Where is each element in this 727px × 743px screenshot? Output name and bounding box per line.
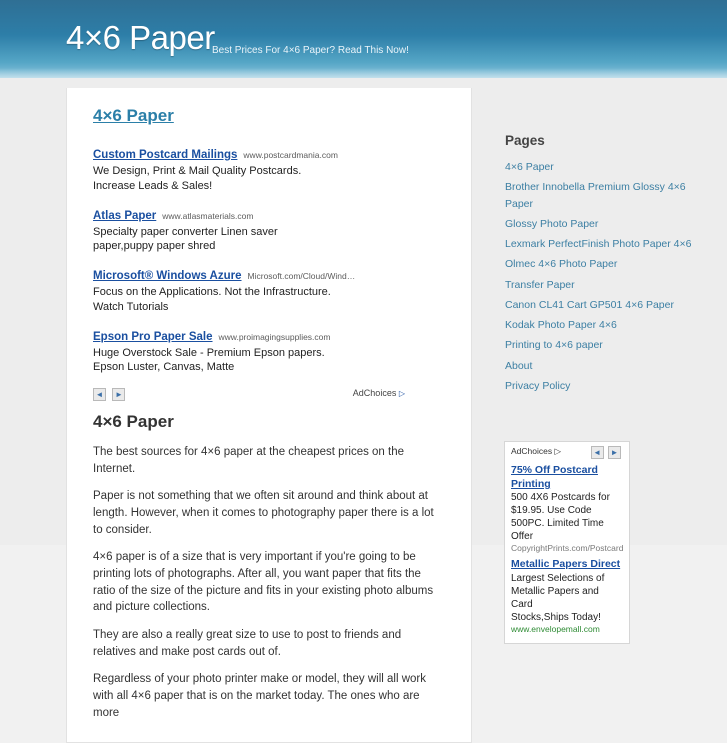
adchoices-text: AdChoices [352,388,397,398]
page-body [0,78,727,719]
ad-headline-link[interactable]: Epson Pro Paper Sale [93,330,213,343]
list-item[interactable] [505,177,697,214]
sidebar-item-link[interactable]: Brother Innobella Premium Glossy 4×6 Paper [505,181,686,210]
sidebar-item-link[interactable]: Transfer Paper [505,278,575,291]
sidebar-item-link[interactable]: Printing to 4×6 paper [505,339,603,352]
sidebar-ad-box [504,441,630,644]
article-paragraph: Regardless of your photo printer make or model, they will all work with all 4×6 paper that is on the market today. The ones who are more [93,673,427,719]
ad-item[interactable] [93,265,451,315]
ad-headline-link[interactable]: Microsoft® Windows Azure [93,270,242,282]
ad-line: paper,puppy paper shred [93,240,216,253]
article-paragraph: 4×6 paper is of a size that is very important if you're going to be printing lots of photographs. After all, you want paper that fits the ratio of the size of the picture and fits in your existing photo albums and picture collections. [93,551,434,614]
adchoices-label[interactable] [353,388,405,398]
list-item[interactable] [505,157,697,177]
sidebar-item-link[interactable]: Lexmark PerfectFinish Photo Paper 4×6 [505,238,692,251]
ad-line: We Design, Print & Mail Quality Postcards. [93,165,302,177]
ad-line: Specialty paper converter Linen saver [93,225,278,238]
site-header [0,0,727,78]
sidebar-ad-headline-link[interactable]: 75% Off Postcard Printing [511,464,598,490]
ad-item[interactable] [93,205,451,255]
sidebar-ad-next-button[interactable]: ► [608,446,621,459]
list-item[interactable] [505,275,697,295]
ad-url: www.proimagingsupplies.com [218,331,331,342]
ad-url: Microsoft.com/Cloud/Wind… [247,271,356,281]
sidebar-ad-item[interactable] [511,558,623,635]
ad-prev-button[interactable]: ◄ [93,388,106,401]
list-item[interactable] [505,295,697,315]
ad-headline-link[interactable]: Atlas Paper [93,209,157,222]
sidebar-ad-item[interactable] [511,464,623,554]
list-item[interactable] [505,335,697,355]
sidebar-ad-line: 500PC. Limited Time [511,518,604,530]
ad-line: Watch Tutorials [93,300,169,313]
sidebar [497,133,697,396]
sidebar-pages-list [497,157,697,396]
sidebar-item-link[interactable]: Canon CL41 Cart GP501 4×6 Paper [505,298,674,311]
ad-item[interactable] [93,144,451,194]
ad-next-button[interactable]: ► [112,388,125,401]
sidebar-item-link[interactable]: Glossy Photo Paper [505,217,599,230]
sidebar-ad-line: Metallic Papers and Card [511,585,599,610]
ad-block-top [93,144,451,402]
sidebar-item-link[interactable]: Privacy Policy [505,379,571,392]
sidebar-item-link[interactable]: 4×6 Paper [505,161,554,173]
list-item[interactable] [505,234,697,254]
ad-item[interactable] [93,326,451,376]
article-heading: 4×6 Paper [93,412,174,431]
sidebar-heading: Pages [505,133,545,148]
sidebar-ad-line: 500 4X6 Postcards for [511,492,610,504]
article-paragraph: Paper is not something that we often sit around and think about at length. However, when it comes to photography paper there is a lot to consider. [93,490,434,536]
sidebar-item-link[interactable]: About [505,359,533,372]
adchoices-triangle-icon: ▷ [398,389,405,398]
sidebar-ad-header [511,446,623,460]
sidebar-adchoices-triangle-icon: ▷ [552,446,562,456]
ad-line: Increase Leads & Sales! [93,179,213,192]
article-paragraph: The best sources for 4×6 paper at the cheapest prices on the Internet. [93,446,405,475]
sidebar-ad-url: CopyrightPrints.com/Postcard [511,543,624,554]
sidebar-ad-headline-link[interactable]: Metallic Papers Direct [511,558,621,571]
site-tagline: Best Prices For 4×6 Paper? Read This Now! [212,45,409,56]
list-item[interactable] [505,214,697,234]
sidebar-ad-line: Largest Selections of [511,572,605,584]
sidebar-adchoices-text[interactable]: AdChoices [511,446,553,456]
ad-line: Huge Overstock Sale - Premium Epson papers. [93,346,325,359]
ad-url: www.postcardmania.com [243,150,338,160]
sidebar-ad-prev-button[interactable]: ◄ [591,446,604,459]
post-title-link[interactable]: 4×6 Paper [93,106,174,125]
main-content [66,88,472,743]
sidebar-ad-line: Stocks,Ships Today! [511,611,601,623]
article-paragraph: They are also a really great size to use to post to friends and relatives and make post cards out of. [93,629,402,658]
sidebar-item-link[interactable]: Olmec 4×6 Photo Paper [505,258,618,271]
ad-headline-link[interactable]: Custom Postcard Mailings [93,149,238,161]
ad-url: www.atlasmaterials.com [162,210,254,221]
ad-line: Focus on the Applications. Not the Infrastructure. [93,286,331,298]
sidebar-ad-url: www.envelopemall.com [511,623,600,634]
ad-footer [93,386,451,402]
site-title: 4×6 Paper [66,19,215,56]
ad-line: Epson Luster, Canvas, Matte [93,361,235,374]
list-item[interactable] [505,315,697,335]
list-item[interactable] [505,254,697,274]
list-item[interactable] [505,376,697,396]
sidebar-ad-line: $19.95. Use Code [511,505,592,517]
sidebar-ad-nav [591,446,623,459]
sidebar-item-link[interactable]: Kodak Photo Paper 4×6 [505,319,617,332]
sidebar-ad-line: Offer [511,531,534,543]
list-item[interactable] [505,356,697,376]
